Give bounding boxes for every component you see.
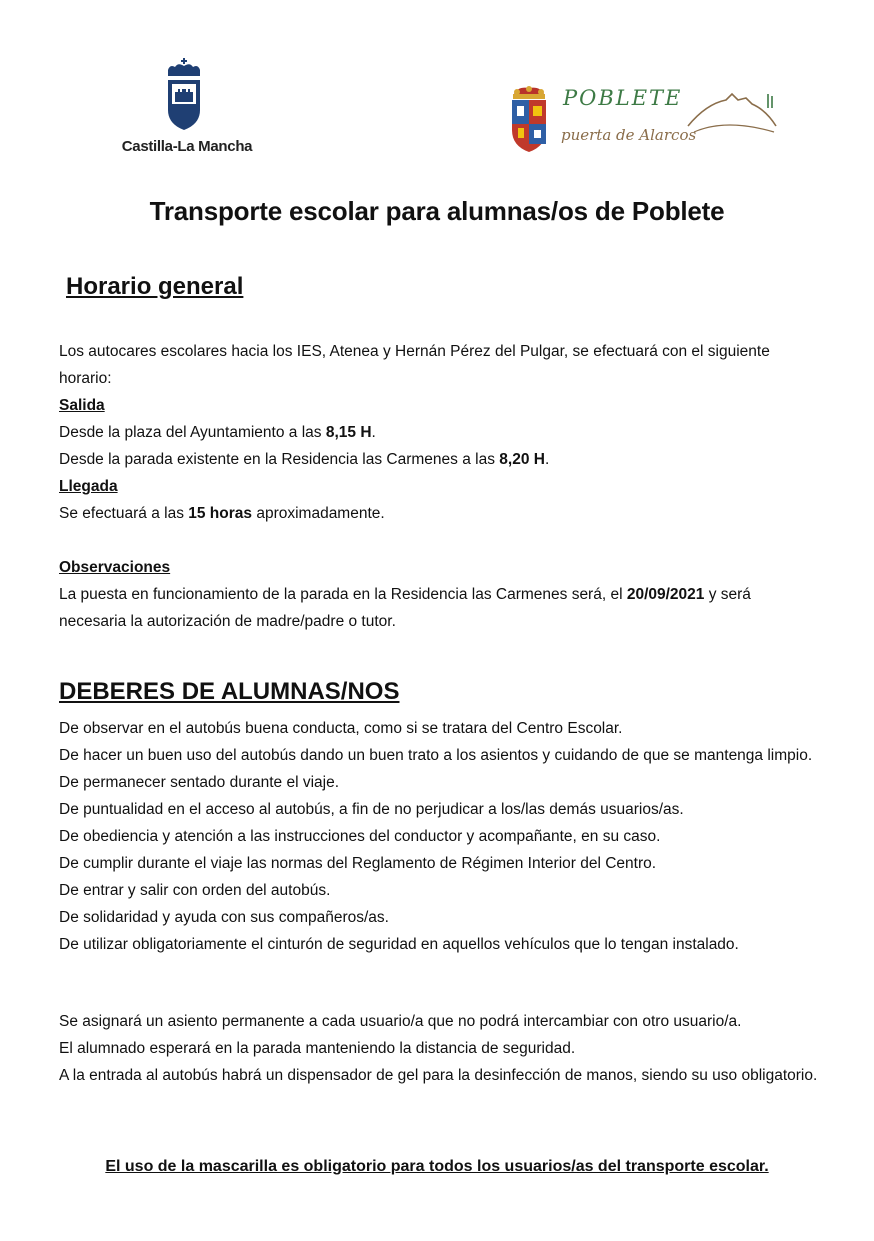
list-item: De obediencia y atención a las instrucciones del conductor y acompañante, en su caso. (59, 828, 661, 845)
list-item: De observar en el autobús buena conducta, como si se tratara del Centro Escolar. (59, 720, 623, 737)
list-item: De cumplir durante el viaje las normas del Reglamento de Régimen Interior del Centro. (59, 855, 657, 872)
list-item: De puntualidad en el acceso al autobús, a fin de no perjudicar a los/las demás usuarios/as. (59, 801, 684, 818)
section-heading-horario: Horario general (66, 273, 244, 300)
notes-section (59, 1008, 819, 1089)
crown-castle-icon (164, 58, 210, 132)
note-item: Se asignará un asiento permanente a cada usuario/a que no podrá intercambiar con otro usuario/a. (59, 1013, 742, 1030)
salida-time-1: 8,15 H (325, 424, 372, 441)
poblete-tagline: puerta de Alarcos (561, 126, 697, 144)
page-title: Transporte escolar para alumnas/os de Poblete (149, 196, 725, 226)
list-item: De utilizar obligatoriamente el cinturón de seguridad en aquellos vehículos que lo tengan instalado. (59, 936, 739, 953)
list-item: De solidaridad y ayuda con sus compañeros/as. (59, 909, 389, 926)
section-heading-deberes: DEBERES DE ALUMNAS/NOS (59, 678, 400, 705)
llegada-line: Se efectuará a las 15 horas aproximadamente. (59, 505, 385, 522)
note-item: A la entrada al autobús habrá un dispensador de gel para la desinfección de manos, siendo su uso obligatorio. (59, 1067, 818, 1084)
salida-time-2: 8,20 H (499, 451, 545, 468)
castilla-la-mancha-logo (112, 58, 262, 158)
list-item: De permanecer sentado durante el viaje. (59, 774, 340, 791)
observaciones-date: 20/09/2021 (626, 586, 705, 603)
coat-of-arms-icon (508, 84, 550, 154)
castle-hill-skyline-icon (686, 90, 778, 136)
note-item: El alumnado esperará en la parada manteniendo la distancia de seguridad. (59, 1040, 576, 1057)
llegada-time: 15 horas (188, 505, 253, 522)
logo-caption: Castilla-La Mancha (121, 138, 253, 155)
list-item: De hacer un buen uso del autobús dando un buen trato a los asientos y cuidando de que se mantenga limpio. (59, 747, 813, 764)
llegada-label: Llegada (59, 478, 118, 495)
observaciones-label: Observaciones (59, 559, 171, 576)
poblete-logo (508, 84, 788, 158)
deberes-list (59, 715, 819, 958)
mascarilla-notice: El uso de la mascarilla es obligatorio para todos los usuarios/as del transporte escolar. (105, 1158, 769, 1175)
horario-section (59, 338, 819, 635)
poblete-wordmark: POBLETE (563, 86, 683, 110)
observaciones-text: La puesta en funcionamiento de la parada en la Residencia las Carmenes será, el 20/09/2021 y será necesaria la autorización de madre/padre o tutor. (59, 586, 751, 630)
salida-label: Salida (59, 397, 105, 414)
salida-line-1: Desde la plaza del Ayuntamiento a las 8,15 H. (59, 424, 376, 441)
list-item: De entrar y salir con orden del autobús. (59, 882, 331, 899)
horario-intro: Los autocares escolares hacia los IES, Atenea y Hernán Pérez del Pulgar, se efectuará con el siguiente horario: (59, 343, 770, 387)
salida-line-2: Desde la parada existente en la Residencia las Carmenes a las 8,20 H. (59, 451, 550, 468)
